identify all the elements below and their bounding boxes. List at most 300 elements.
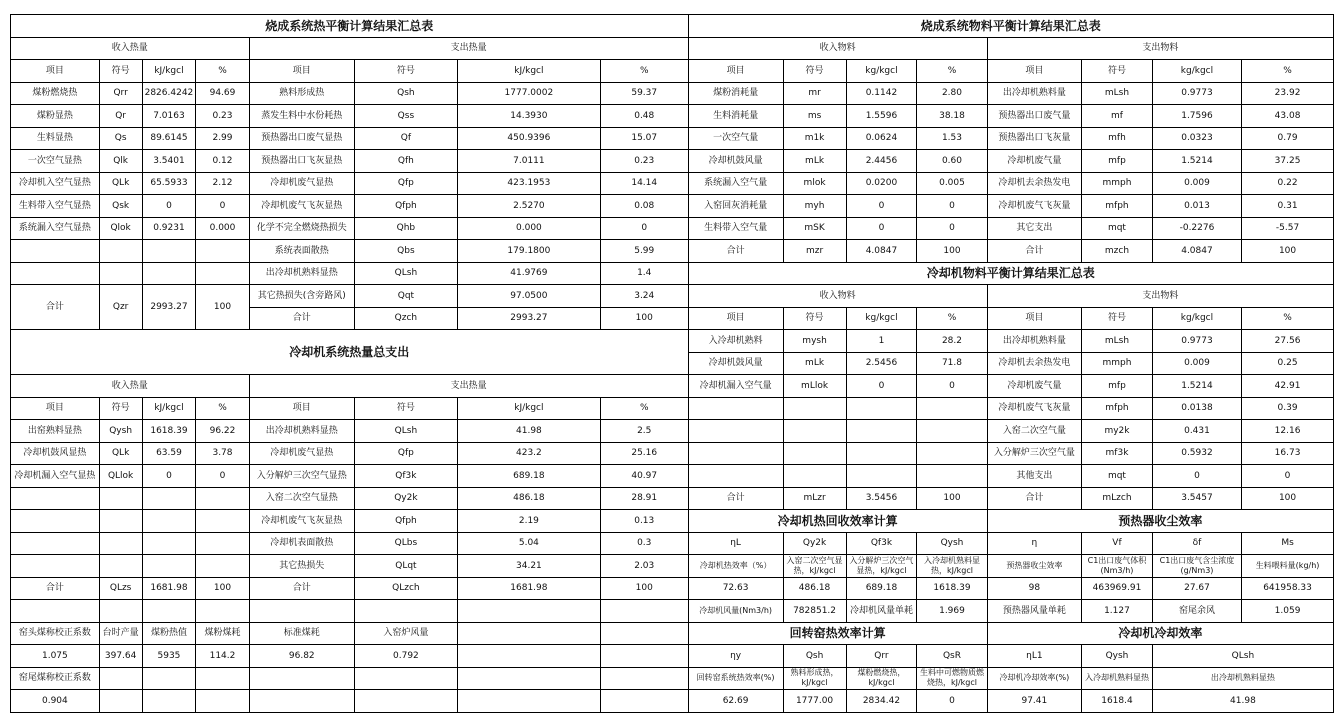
table-row (11, 532, 1334, 555)
table-cell: 0.12 (196, 150, 249, 173)
empty-cell (917, 397, 987, 420)
table-cell: Qzch (354, 307, 457, 330)
table-cell: 16.73 (1242, 442, 1334, 465)
table-cell: ηy (688, 645, 783, 668)
empty-cell (11, 555, 100, 578)
table-cell: 0 (196, 195, 249, 218)
table-cell: 冷却机冷却效率(%) (987, 667, 1081, 690)
table-cell: 0.13 (600, 510, 688, 533)
table-cell: 100 (196, 285, 249, 330)
table-cell: 4.0847 (846, 240, 917, 263)
table-cell: 收入热量 (11, 37, 250, 60)
table-cell: 0 (196, 465, 249, 488)
table-row (11, 285, 1334, 308)
section-title: 烧成系统物料平衡计算结果汇总表 (688, 15, 1333, 38)
table-cell: 397.64 (99, 645, 142, 668)
table-cell: 641958.33 (1242, 577, 1334, 600)
table-row (11, 420, 1334, 443)
table-cell: 0.000 (457, 217, 600, 240)
empty-cell (196, 667, 249, 690)
table-cell: Qysh (917, 532, 987, 555)
table-cell: 冷却机风量(Nm3/h) (688, 600, 783, 623)
table-cell: Qzr (99, 285, 142, 330)
table-cell: 项目 (987, 60, 1081, 83)
table-cell: 423.1953 (457, 172, 600, 195)
table-row (11, 150, 1334, 173)
empty-cell (917, 420, 987, 443)
empty-cell (142, 600, 196, 623)
table-cell: 0.22 (1242, 172, 1334, 195)
table-cell: 0 (917, 217, 987, 240)
table-cell: 冷却机废气量 (987, 150, 1081, 173)
empty-cell (249, 690, 354, 713)
summary-sheet (10, 14, 1334, 713)
table-cell: 标准煤耗 (249, 622, 354, 645)
table-cell: mmph (1082, 352, 1153, 375)
section-title: 冷却机热回收效率计算 (688, 510, 987, 533)
table-cell: 煤粉煤耗 (196, 622, 249, 645)
empty-cell (142, 667, 196, 690)
empty-cell (99, 240, 142, 263)
table-cell: 23.92 (1242, 82, 1334, 105)
table-cell: 支出热量 (249, 37, 688, 60)
table-cell: 7.0163 (142, 105, 196, 128)
table-cell: 窑尾煤称校正系数 (11, 667, 100, 690)
table-cell: 486.18 (457, 487, 600, 510)
table-cell: 收入物料 (688, 37, 987, 60)
table-cell: mfph (1082, 195, 1153, 218)
table-cell: 煤粉燃烧热 (11, 82, 100, 105)
table-cell: 1777.0002 (457, 82, 600, 105)
table-cell: mmph (1082, 172, 1153, 195)
table-cell: 项目 (688, 60, 783, 83)
empty-cell (846, 420, 917, 443)
table-cell: 0 (917, 375, 987, 398)
table-cell: 486.18 (783, 577, 846, 600)
empty-cell (99, 667, 142, 690)
table-cell: mLsh (1082, 330, 1153, 353)
table-cell: Qss (354, 105, 457, 128)
table-cell: 系统漏入空气显热 (11, 217, 100, 240)
table-cell: 0.23 (196, 105, 249, 128)
table-cell: QLsh (354, 262, 457, 285)
table-cell: 出冷却机熟料量 (987, 330, 1081, 353)
table-cell: 0 (846, 217, 917, 240)
table-row (11, 397, 1334, 420)
empty-cell (99, 690, 142, 713)
table-cell: 入冷却机熟料 (688, 330, 783, 353)
table-cell: 42.91 (1242, 375, 1334, 398)
table-cell: 入窑二次空气显热，kJ/kgcl (783, 555, 846, 578)
table-cell: % (1242, 60, 1334, 83)
section-title: 冷却机物料平衡计算结果汇总表 (688, 262, 1333, 285)
table-cell: 0 (917, 690, 987, 713)
table-cell: 符号 (1082, 307, 1153, 330)
empty-cell (196, 555, 249, 578)
table-cell: 0 (846, 375, 917, 398)
table-cell: 1.075 (11, 645, 100, 668)
table-cell: 预热器风量单耗 (987, 600, 1081, 623)
table-cell: 3.5456 (846, 487, 917, 510)
table-cell: 2.03 (600, 555, 688, 578)
table-cell: 12.16 (1242, 420, 1334, 443)
table-cell: 预热器出口飞灰量 (987, 127, 1081, 150)
table-cell: 0.39 (1242, 397, 1334, 420)
table-cell: 其它热损失 (249, 555, 354, 578)
table-cell: mzch (1082, 240, 1153, 263)
table-row (11, 82, 1334, 105)
section-title: 烧成系统热平衡计算结果汇总表 (11, 15, 689, 38)
table-cell: mlok (783, 172, 846, 195)
table-row (11, 262, 1334, 285)
table-row (11, 37, 1334, 60)
table-cell: 项目 (11, 397, 100, 420)
table-cell: 1681.98 (142, 577, 196, 600)
table-cell: Qysh (1082, 645, 1153, 668)
table-cell: 0.0200 (846, 172, 917, 195)
empty-cell (783, 465, 846, 488)
table-cell: 化学不完全燃烧热损失 (249, 217, 354, 240)
table-cell: mfph (1082, 397, 1153, 420)
table-cell: ηL (688, 532, 783, 555)
table-cell: 14.14 (600, 172, 688, 195)
table-cell: QLzch (354, 577, 457, 600)
empty-cell (688, 465, 783, 488)
table-cell: m1k (783, 127, 846, 150)
table-cell: 出窑熟料显热 (11, 420, 100, 443)
table-cell: 入窑回灰消耗量 (688, 195, 783, 218)
empty-cell (249, 667, 354, 690)
table-cell: 入窑二次空气量 (987, 420, 1081, 443)
table-cell: 项目 (688, 307, 783, 330)
table-row (11, 105, 1334, 128)
table-cell: 冷却机废气飞灰显热 (249, 510, 354, 533)
table-cell: 2993.27 (142, 285, 196, 330)
table-cell: my2k (1082, 420, 1153, 443)
table-cell: 冷却机去余热发电 (987, 352, 1081, 375)
table-cell: 2.99 (196, 127, 249, 150)
table-cell: 1.5214 (1152, 375, 1241, 398)
table-cell: 0.0624 (846, 127, 917, 150)
table-cell: Ms (1242, 532, 1334, 555)
table-row (11, 667, 1334, 690)
empty-cell (846, 442, 917, 465)
table-cell: 1.127 (1082, 600, 1153, 623)
table-cell: C1出口废气含尘浓度(g/Nm3) (1152, 555, 1241, 578)
table-cell: 合计 (987, 487, 1081, 510)
table-cell: 1.5214 (1152, 150, 1241, 173)
table-cell: 450.9396 (457, 127, 600, 150)
empty-cell (249, 600, 354, 623)
table-cell: 符号 (783, 307, 846, 330)
table-cell: 0.79 (1242, 127, 1334, 150)
table-cell: 1.53 (917, 127, 987, 150)
table-cell: mLk (783, 150, 846, 173)
table-row (11, 465, 1334, 488)
table-cell: 煤粉热值 (142, 622, 196, 645)
empty-cell (600, 600, 688, 623)
table-cell: 冷却机废气显热 (249, 442, 354, 465)
table-cell: myh (783, 195, 846, 218)
table-cell: 1618.39 (917, 577, 987, 600)
table-cell: 3.78 (196, 442, 249, 465)
table-cell: 0.1142 (846, 82, 917, 105)
table-cell: 2.5270 (457, 195, 600, 218)
table-cell: 蒸发生料中水份耗热 (249, 105, 354, 128)
section-title: 冷却机系统热量总支出 (11, 330, 689, 375)
table-cell: 0.08 (600, 195, 688, 218)
table-cell: mLzch (1082, 487, 1153, 510)
empty-cell (142, 262, 196, 285)
table-cell: mf3k (1082, 442, 1153, 465)
table-cell: 1618.39 (142, 420, 196, 443)
table-cell: Qhb (354, 217, 457, 240)
empty-cell (196, 487, 249, 510)
table-cell: 63.59 (142, 442, 196, 465)
table-cell: δf (1152, 532, 1241, 555)
empty-cell (457, 622, 600, 645)
table-cell: 1 (846, 330, 917, 353)
table-cell: 0 (142, 465, 196, 488)
table-cell: 一次空气显热 (11, 150, 100, 173)
table-cell: -5.57 (1242, 217, 1334, 240)
table-cell: mfp (1082, 375, 1153, 398)
table-cell: 煤粉燃烧热，kJ/kgcl (846, 667, 917, 690)
table-cell: 0.904 (11, 690, 100, 713)
table-cell: 出冷却机熟料显热 (249, 420, 354, 443)
empty-cell (457, 645, 600, 668)
table-cell: 0.792 (354, 645, 457, 668)
empty-cell (11, 600, 100, 623)
table-cell: 合计 (688, 487, 783, 510)
table-cell: 0.0323 (1152, 127, 1241, 150)
table-cell: 合计 (249, 307, 354, 330)
empty-cell (11, 532, 100, 555)
table-cell: QLk (99, 442, 142, 465)
table-cell: % (917, 60, 987, 83)
table-cell: QLzs (99, 577, 142, 600)
table-cell: 89.6145 (142, 127, 196, 150)
table-cell: 煤粉消耗量 (688, 82, 783, 105)
empty-cell (600, 690, 688, 713)
table-cell: 系统表面散热 (249, 240, 354, 263)
table-cell: 1777.00 (783, 690, 846, 713)
table-cell: 符号 (354, 397, 457, 420)
table-cell: 其它支出 (987, 217, 1081, 240)
table-cell: 其它热损失(含旁路风) (249, 285, 354, 308)
table-cell: 72.63 (688, 577, 783, 600)
table-cell: 3.5457 (1152, 487, 1241, 510)
table-cell: 179.1800 (457, 240, 600, 263)
table-cell: 1681.98 (457, 577, 600, 600)
table-cell: 符号 (354, 60, 457, 83)
table-cell: 1.5596 (846, 105, 917, 128)
table-cell: mysh (783, 330, 846, 353)
table-cell: 1618.4 (1082, 690, 1153, 713)
table-cell: 收入热量 (11, 375, 250, 398)
table-cell: kg/kgcl (1152, 60, 1241, 83)
table-cell: Qs (99, 127, 142, 150)
table-cell: 0 (1152, 465, 1241, 488)
table-cell: kJ/kgcl (142, 397, 196, 420)
table-cell: kJ/kgcl (457, 60, 600, 83)
empty-cell (354, 600, 457, 623)
table-cell: 入冷却机熟料显热，kJ/kgcl (917, 555, 987, 578)
table-row (11, 555, 1334, 578)
table-cell: mfp (1082, 150, 1153, 173)
table-cell: 94.69 (196, 82, 249, 105)
empty-cell (99, 600, 142, 623)
empty-cell (688, 442, 783, 465)
table-cell: mqt (1082, 465, 1153, 488)
table-cell: 3.24 (600, 285, 688, 308)
table-cell: 出冷却机熟料显热 (1152, 667, 1333, 690)
table-cell: kJ/kgcl (142, 60, 196, 83)
empty-cell (99, 262, 142, 285)
table-cell: 生料消耗量 (688, 105, 783, 128)
table-cell: 463969.91 (1082, 577, 1153, 600)
table-cell: 71.8 (917, 352, 987, 375)
table-cell: 43.08 (1242, 105, 1334, 128)
table-cell: 窑尾余风 (1152, 600, 1241, 623)
empty-cell (600, 622, 688, 645)
table-cell: 支出物料 (987, 37, 1333, 60)
table-cell: 2.80 (917, 82, 987, 105)
table-cell: 14.3930 (457, 105, 600, 128)
table-cell: 合计 (11, 577, 100, 600)
table-cell: 782851.2 (783, 600, 846, 623)
table-cell: Qsk (99, 195, 142, 218)
table-cell: 34.21 (457, 555, 600, 578)
table-cell: 冷却机废气飞灰量 (987, 397, 1081, 420)
table-cell: 冷却机废气量 (987, 375, 1081, 398)
table-cell: 0.3 (600, 532, 688, 555)
table-cell: Qsh (354, 82, 457, 105)
section-title: 预热器收尘效率 (987, 510, 1333, 533)
empty-cell (196, 690, 249, 713)
empty-cell (11, 262, 100, 285)
table-cell: 41.98 (1152, 690, 1333, 713)
table-cell: 96.22 (196, 420, 249, 443)
table-cell: 65.5933 (142, 172, 196, 195)
table-cell: 冷却机废气飞灰显热 (249, 195, 354, 218)
table-cell: Qfph (354, 510, 457, 533)
table-cell: Qr (99, 105, 142, 128)
table-row (11, 127, 1334, 150)
table-cell: 冷却机热效率（%） (688, 555, 783, 578)
empty-cell (11, 487, 100, 510)
empty-cell (142, 510, 196, 533)
table-row (11, 240, 1334, 263)
table-cell: 收入物料 (688, 285, 987, 308)
table-row (11, 195, 1334, 218)
table-cell: mf (1082, 105, 1153, 128)
table-cell: % (600, 60, 688, 83)
table-cell: 冷却机漏入空气量 (688, 375, 783, 398)
table-cell: 40.97 (600, 465, 688, 488)
table-cell: 0.0138 (1152, 397, 1241, 420)
table-cell: 1.4 (600, 262, 688, 285)
empty-cell (600, 667, 688, 690)
table-cell: 28.91 (600, 487, 688, 510)
table-cell: 冷却机漏入空气显热 (11, 465, 100, 488)
table-cell: 5935 (142, 645, 196, 668)
table-cell: 冷却机鼓风显热 (11, 442, 100, 465)
table-cell: 2834.42 (846, 690, 917, 713)
table-cell: kg/kgcl (846, 307, 917, 330)
table-cell: 系统漏入空气量 (688, 172, 783, 195)
table-cell: mLlok (783, 375, 846, 398)
table-cell: 冷却机鼓风量 (688, 150, 783, 173)
empty-cell (142, 487, 196, 510)
table-cell: 41.98 (457, 420, 600, 443)
table-cell: 37.25 (1242, 150, 1334, 173)
table-cell: 合计 (249, 577, 354, 600)
empty-cell (99, 555, 142, 578)
empty-cell (783, 442, 846, 465)
empty-cell (783, 420, 846, 443)
table-cell: kJ/kgcl (457, 397, 600, 420)
table-row (11, 622, 1334, 645)
table-cell: 预热器收尘效率 (987, 555, 1081, 578)
table-cell: 0 (600, 217, 688, 240)
table-cell: 台时产量 (99, 622, 142, 645)
table-cell: kg/kgcl (846, 60, 917, 83)
table-row (11, 15, 1334, 38)
table-cell: 59.37 (600, 82, 688, 105)
table-cell: 0.009 (1152, 172, 1241, 195)
table-cell: kg/kgcl (1152, 307, 1241, 330)
table-cell: 生料喂料量(kg/h) (1242, 555, 1334, 578)
table-cell: 5.04 (457, 532, 600, 555)
table-cell: QsR (917, 645, 987, 668)
table-cell: mzr (783, 240, 846, 263)
table-cell: 0.9773 (1152, 82, 1241, 105)
table-cell: mLsh (1082, 82, 1153, 105)
table-cell: 冷却机鼓风量 (688, 352, 783, 375)
table-cell: 预热器出口废气量 (987, 105, 1081, 128)
table-cell: 100 (600, 307, 688, 330)
table-cell: 0 (1242, 465, 1334, 488)
empty-cell (600, 645, 688, 668)
table-cell: 1.969 (917, 600, 987, 623)
table-cell: 合计 (11, 285, 100, 330)
table-cell: 入窑二次空气显热 (249, 487, 354, 510)
table-cell: 煤粉显热 (11, 105, 100, 128)
table-cell: 冷却机废气飞灰量 (987, 195, 1081, 218)
table-cell: 入分解炉三次空气量 (987, 442, 1081, 465)
table-cell: Qbs (354, 240, 457, 263)
section-title: 冷却机冷却效率 (987, 622, 1333, 645)
table-cell: 100 (917, 487, 987, 510)
table-cell: 7.0111 (457, 150, 600, 173)
table-cell: 2993.27 (457, 307, 600, 330)
empty-cell (688, 397, 783, 420)
table-cell: Vf (1082, 532, 1153, 555)
table-cell: 入冷却机熟料显热 (1082, 667, 1153, 690)
table-cell: 62.69 (688, 690, 783, 713)
table-cell: mLzr (783, 487, 846, 510)
table-cell: 生料带入空气显热 (11, 195, 100, 218)
table-cell: 入窑炉风量 (354, 622, 457, 645)
table-cell: 0.48 (600, 105, 688, 128)
table-row (11, 330, 1334, 353)
table-cell: 100 (1242, 240, 1334, 263)
table-cell: Qysh (99, 420, 142, 443)
table-cell: 2.12 (196, 172, 249, 195)
empty-cell (917, 442, 987, 465)
table-cell: 入分解炉三次空气显热 (249, 465, 354, 488)
